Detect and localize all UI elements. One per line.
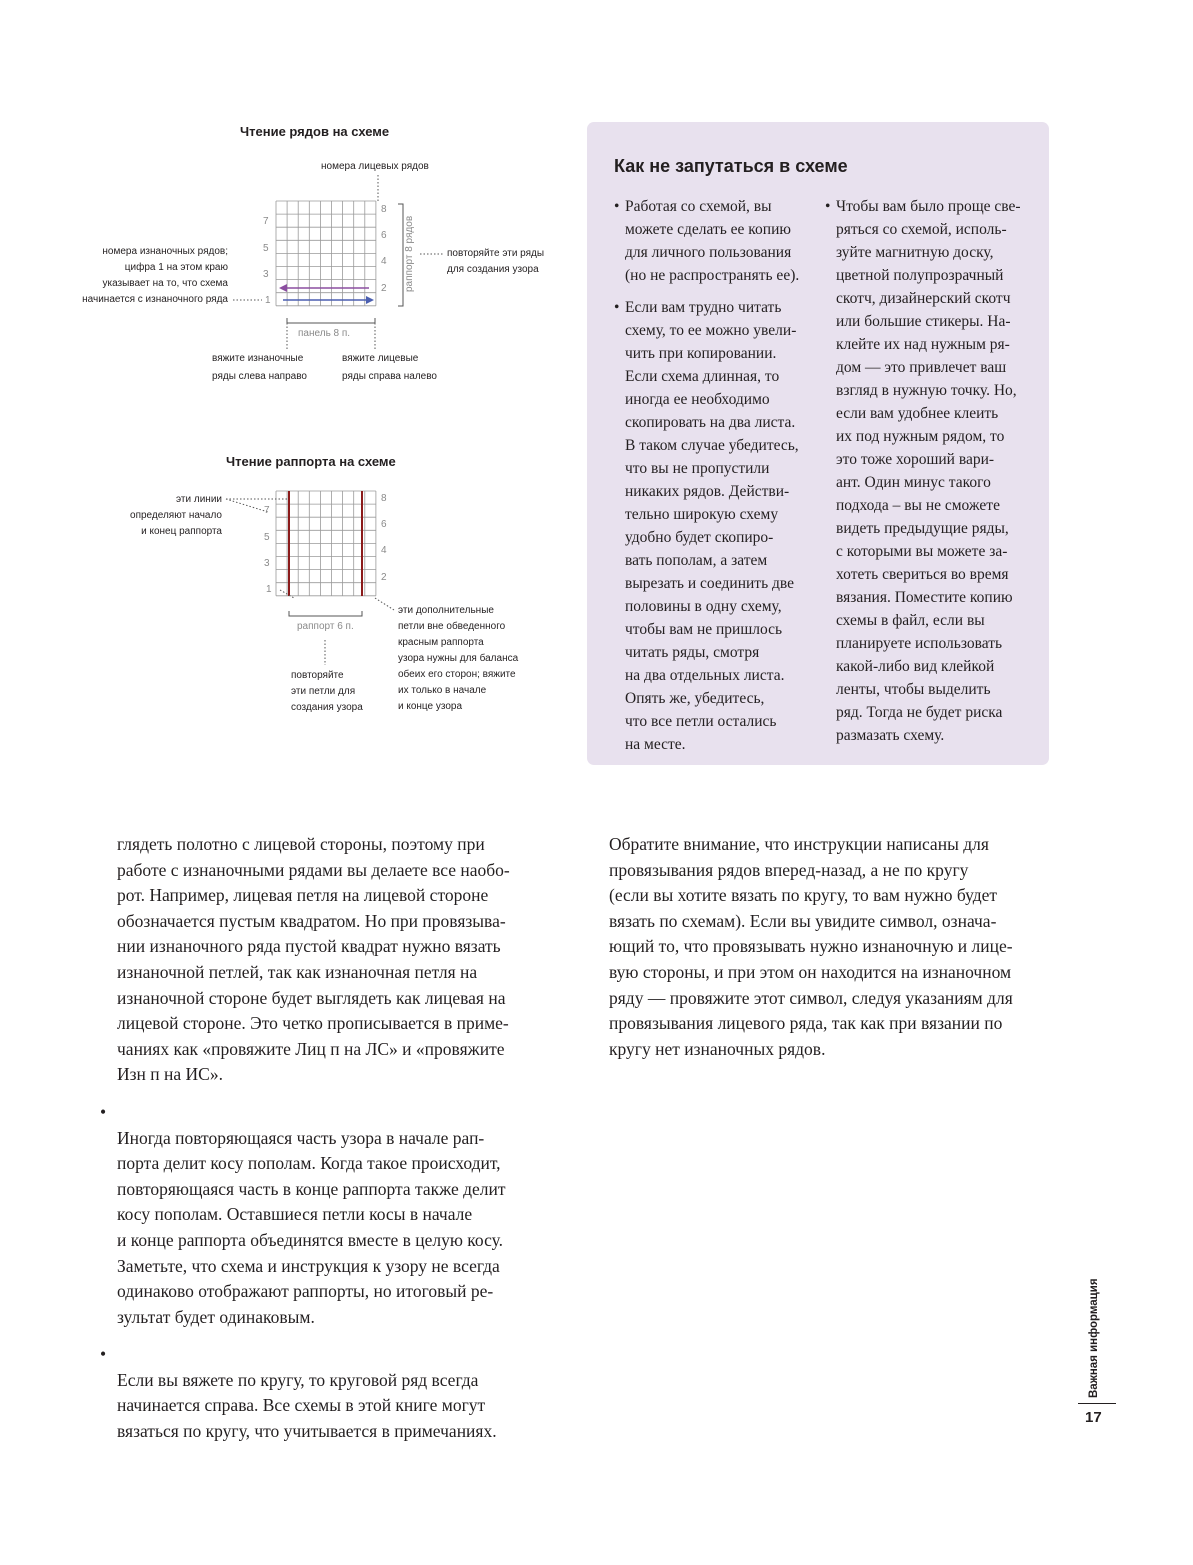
tip-column-2 bbox=[825, 195, 1043, 756]
diagram1-bottom-left-label bbox=[212, 351, 307, 385]
d2-bottom-line-2: эти петли для bbox=[291, 686, 356, 697]
diagram2-grid bbox=[276, 491, 376, 596]
tip-bullet-2: • Если вам трудно читать схему, то ее можно увели- чить при копировании. Если схема длинная, то иногда ее необходимо скопировать на два листа. В таком случае убедитесь, что вы не пропустили никаких рядов. Действи- тельно широкую схему удобно будет скопиро- вать пополам, а затем вырезать и соединить две половины в одну схему, чтобы вам не пришлось читать ряды, смотря на два отдельных листа. Опять же, убедитесь, что все петли остались на месте. bbox=[614, 296, 824, 756]
d1-left-num-7: 7 bbox=[263, 216, 269, 227]
diagram1-svg bbox=[0, 0, 600, 400]
body-left-bullet-2 bbox=[100, 1342, 557, 1444]
d1-left-line-1: номера изнаночных рядов; bbox=[102, 246, 228, 257]
diagram2-bottom-label bbox=[291, 668, 363, 716]
body-right-column bbox=[609, 832, 1054, 1062]
tip-bullet-1: • Работая со схемой, вы можете сделать ее копию для личного пользования (но не распространять ее). bbox=[614, 195, 824, 287]
d2-left-num-5: 5 bbox=[264, 532, 270, 543]
d2-right-num-2: 2 bbox=[381, 572, 387, 583]
diagram1-panel-bracket bbox=[287, 318, 375, 323]
d1-left-line-2: цифра 1 на этом краю bbox=[124, 262, 228, 273]
d2-left-num-1: 1 bbox=[266, 584, 272, 595]
d1-right-line-2: для создания узора bbox=[447, 264, 539, 275]
d1-left-line-3: указывает на то, что схема bbox=[102, 278, 228, 289]
diagram1-grid bbox=[276, 201, 376, 306]
diagram1-bottom-right-label bbox=[342, 351, 437, 385]
d2-rapport-bracket bbox=[289, 611, 362, 616]
d2-bottom-line-3: создания узора bbox=[291, 702, 363, 713]
d2-left-line-3: и конец раппорта bbox=[141, 526, 222, 537]
diagram1-right-label bbox=[447, 246, 544, 278]
d1-left-num-3: 3 bbox=[263, 269, 269, 280]
page-number: 17 bbox=[1085, 1409, 1102, 1426]
d2-right-num-8: 8 bbox=[381, 493, 387, 504]
d1-bl-line-2: ряды слева направо bbox=[212, 371, 307, 382]
bullet-2-text: Если вы вяжете по кругу, то круговой ряд всегда начинается справа. Все схемы в этой книге могут вязаться по кругу, что учитывается в примечаниях. bbox=[117, 1369, 497, 1442]
d1-left-num-5: 5 bbox=[263, 243, 269, 254]
section-tab-label: Важная информация bbox=[1088, 1278, 1100, 1398]
body-left-bullet-1 bbox=[100, 1100, 557, 1330]
d2-right-line-2: петли вне обведенного bbox=[398, 621, 506, 632]
blue-arrow-head bbox=[366, 296, 374, 304]
diagram2-left-label bbox=[100, 492, 222, 540]
d1-br-line-1: вяжите лицевые bbox=[342, 353, 419, 364]
d2-right-line-1: эти дополнительные bbox=[398, 605, 494, 616]
bullet-dot: • bbox=[100, 1344, 107, 1365]
page-number-rule bbox=[1078, 1403, 1116, 1404]
diagram1-panel-label: панель 8 п. bbox=[298, 328, 351, 339]
d2-right-line-5: обеих его сторон; вяжите bbox=[398, 669, 516, 680]
diagram1-top-label: номера лицевых рядов bbox=[321, 161, 429, 172]
diagram1-left-label bbox=[40, 244, 228, 308]
d1-right-num-2: 2 bbox=[381, 283, 387, 294]
d2-left-num-7: 7 bbox=[264, 505, 270, 516]
diagram1-vertical-label: раппорт 8 рядов bbox=[404, 215, 415, 292]
d1-right-num-4: 4 bbox=[381, 256, 387, 267]
d2-bottom-line-1: повторяйте bbox=[291, 670, 344, 681]
d1-right-num-8: 8 bbox=[381, 204, 387, 215]
diagram2-title: Чтение раппорта на схеме bbox=[226, 454, 396, 469]
diagram2-rapport-label: раппорт 6 п. bbox=[297, 621, 354, 632]
d1-right-num-6: 6 bbox=[381, 230, 387, 241]
body-left-para-1: глядеть полотно с лицевой стороны, поэтому при работе с изнаночными рядами вы делаете все наобо- рот. Например, лицевая петля на лицевой стороне обозначается пустым квадратом. Но при провязыва- нии изнаночного ряда пустой квадрат нужно вязать изнаночной петлей, так как изнаночная петля на изнаночной стороне будет выглядеть как лицевая на лицевой стороне. Это четко прописывается в приме- чаниях как «провяжите Лиц п на ЛС» и «провяжите Изн п на ИС». bbox=[117, 834, 510, 1085]
d1-left-line-4: начинается с изнаночного ряда bbox=[82, 294, 228, 305]
d1-bl-line-1: вяжите изнаночные bbox=[212, 353, 304, 364]
bullet-1-text: Иногда повторяющаяся часть узора в начале рап- порта делит косу пополам. Когда такое происходит, повторяющаяся часть в конце раппорта также делит косу пополам. Оставшиеся петли косы в начале и конце раппорта объединятся вместе в целую косу. Заметьте, что схема и инструкция к узору не всегда одинаково отображают раппорты, но итоговый ре- зультат будет одинаковым. bbox=[117, 1127, 506, 1327]
d2-left-line-1: эти линии bbox=[176, 494, 222, 505]
diagram1-rapport-bracket bbox=[398, 204, 403, 306]
d1-right-line-1: повторяйте эти ряды bbox=[447, 248, 545, 259]
d2-right-line-4: узора нужны для баланса bbox=[398, 653, 519, 664]
body-right-para-1: Обратите внимание, что инструкции написаны для провязывания рядов вперед-назад, а не по кругу (если вы хотите вязать по кругу, то вам нужно будет вязать по схемам). Если вы увидите символ, означа- ющий то, что провязывать нужно изнаночную и лице- вую стороны, и при этом он находится на изнаночном ряду — провяжите этот символ, следуя указаниям для провязывания лицевого ряда, так как при вязании по кругу нет изнаночных рядов. bbox=[609, 834, 1013, 1059]
diagram1-title: Чтение рядов на схеме bbox=[240, 124, 390, 139]
tip-bullet-3: • Чтобы вам было проще све- ряться со схемой, исполь- зуйте магнитную доску, цветной полупрозрачный скотч, дизайнерский скотч или большие стикеры. На- клейте их над нужным ря- дом — это привлечет ваш взгляд в нужную точку. Но, если вам удобнее клеить их под нужным рядом, то это тоже хороший вари- ант. Один минус такого подхода – вы не сможете видеть предыдущие ряды, с которыми вы можете за- хотеть свериться во время вязания. Поместите копию схемы в файл, если вы планируете использовать какой-либо вид клейкой ленты, чтобы выделить ряд. Тогда не будет риска размазать схему. bbox=[825, 195, 1043, 747]
d2-right-num-4: 4 bbox=[381, 545, 387, 556]
tip-column-1 bbox=[614, 195, 824, 765]
purple-arrow-head bbox=[279, 284, 287, 292]
d1-br-line-2: ряды справа налево bbox=[342, 371, 437, 382]
bullet-dot: • bbox=[100, 1101, 107, 1122]
d2-right-line-3: красным раппорта bbox=[398, 637, 484, 648]
d2-left-line-2: определяют начало bbox=[130, 510, 222, 521]
tip-title: Как не запутаться в схеме bbox=[614, 156, 848, 176]
diagram2-right-label bbox=[398, 603, 518, 715]
d2-right-line-6: их только в начале bbox=[398, 685, 487, 696]
section-tab bbox=[1086, 1262, 1108, 1398]
d2-left-leader-diag bbox=[226, 499, 268, 512]
d2-left-num-3: 3 bbox=[264, 558, 270, 569]
d2-right-line-7: и конце узора bbox=[398, 701, 463, 712]
d1-left-num-1: 1 bbox=[265, 295, 271, 306]
body-left-column bbox=[100, 832, 557, 1445]
d2-right-num-6: 6 bbox=[381, 519, 387, 530]
d2-right-leader bbox=[375, 598, 394, 610]
